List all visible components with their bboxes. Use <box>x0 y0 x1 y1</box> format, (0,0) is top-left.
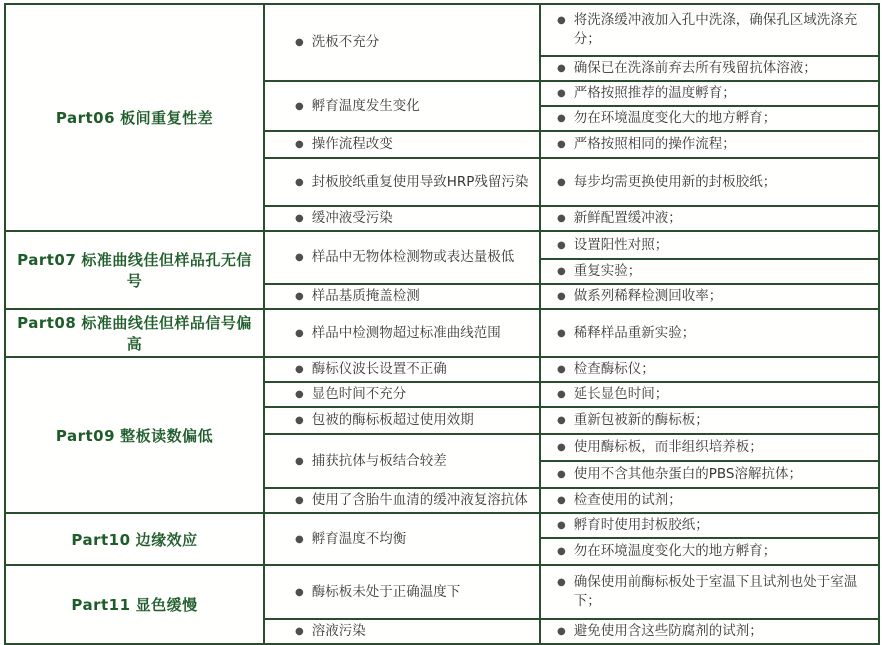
part-title: 边缘效应 <box>135 530 198 549</box>
cause-cell <box>264 284 540 309</box>
list-item <box>269 287 535 306</box>
part-title-cell <box>5 513 264 565</box>
cell-text: 设置阳性对照； <box>573 236 669 253</box>
bullet-icon: ● <box>295 252 304 263</box>
list-item <box>545 236 874 255</box>
list-item <box>545 84 874 103</box>
list-item <box>545 622 874 641</box>
bullet-icon: ● <box>295 495 304 506</box>
elisa-troubleshooting-table <box>4 3 880 645</box>
table-row <box>5 309 879 357</box>
part-title: 整板读数偏低 <box>120 426 214 445</box>
cell-text: 孵育时使用封板胶纸； <box>573 517 709 533</box>
solution-cell <box>540 565 879 619</box>
list-item <box>269 324 535 343</box>
cell-text: 严格按照推荐的温度孵育； <box>573 85 736 101</box>
cell-text: 重复实验； <box>573 263 642 279</box>
bullet-icon: ● <box>557 327 566 339</box>
cell-text: 洗板不充分 <box>311 34 380 50</box>
list-item <box>545 411 874 430</box>
bullet-icon: ● <box>557 176 566 188</box>
bullet-icon: ● <box>295 455 304 467</box>
list-item <box>269 173 535 192</box>
list-item <box>269 360 535 379</box>
cell-text: 延长显色时间； <box>573 386 669 402</box>
bullet-icon: ● <box>295 626 304 637</box>
bullet-icon: ● <box>295 291 304 302</box>
solution-cell <box>540 309 879 357</box>
part-title: 显色缓慢 <box>135 596 198 614</box>
list-item <box>269 452 535 471</box>
bullet-icon: ● <box>557 113 566 124</box>
table-row <box>5 513 879 538</box>
list-item <box>545 573 874 611</box>
bullet-icon: ● <box>557 63 566 74</box>
part-title: 板间重复性差 <box>120 109 214 127</box>
cell-text: 捕获抗体与板结合较差 <box>311 452 447 469</box>
solution-cell <box>540 158 879 206</box>
solution-cell <box>540 259 879 284</box>
cell-text: 样品中无物体检测物或表达量极低 <box>311 249 515 265</box>
list-item <box>269 385 535 404</box>
solution-cell <box>540 382 879 407</box>
list-item <box>545 465 874 484</box>
bullet-icon: ● <box>557 469 566 480</box>
cell-text: 做系列稀释检测回收率； <box>573 288 723 304</box>
solution-cell <box>540 81 879 106</box>
cell-text: 新鲜配置缓冲液； <box>573 210 682 226</box>
solution-cell <box>540 434 879 461</box>
cell-text: 检查酶标仪； <box>573 361 655 377</box>
cause-cell <box>264 565 540 619</box>
list-item <box>545 360 874 379</box>
cell-text: 操作流程改变 <box>311 136 393 152</box>
cell-text: 孵育温度不均衡 <box>311 530 407 547</box>
bullet-icon: ● <box>557 626 566 637</box>
bullet-icon: ● <box>557 239 566 251</box>
solution-cell <box>540 619 879 644</box>
cell-text: 使用酶标板，而非组织培养板； <box>573 439 763 455</box>
list-item <box>269 411 535 430</box>
part-number: Part06 <box>55 109 116 127</box>
cause-cell <box>264 357 540 382</box>
cell-text: 确保已在洗涤前弃去所有残留抗体溶液； <box>573 60 817 76</box>
solution-cell <box>540 131 879 158</box>
cause-cell <box>264 309 540 357</box>
cell-text: 封板胶纸重复使用导致HRP残留污染 <box>311 173 529 190</box>
list-item <box>269 33 535 52</box>
bullet-icon: ● <box>295 364 304 375</box>
list-item <box>269 209 535 228</box>
cell-text: 检查使用的试剂； <box>573 492 682 508</box>
list-item <box>545 542 874 561</box>
bullet-icon: ● <box>557 577 566 588</box>
troubleshooting-table-body <box>5 4 879 644</box>
list-item <box>269 491 535 510</box>
cell-text: 酶标板未处于正确温度下 <box>311 583 461 600</box>
bullet-icon: ● <box>295 176 304 188</box>
cell-text: 孵育温度发生变化 <box>311 97 420 114</box>
bullet-icon: ● <box>295 389 304 400</box>
solution-cell <box>540 407 879 434</box>
cell-text: 缓冲液受污染 <box>311 210 393 226</box>
cell-text: 使用不含其他杂蛋白的PBS溶解抗体； <box>573 466 802 482</box>
bullet-icon: ● <box>557 389 566 400</box>
list-item <box>545 209 874 228</box>
cause-cell <box>264 206 540 231</box>
table-row <box>5 231 879 259</box>
cause-cell <box>264 513 540 565</box>
cause-cell <box>264 434 540 488</box>
part-number: Part09 <box>55 426 116 445</box>
cell-text: 将洗涤缓冲液加入孔中洗涤，确保孔区域洗涤充分； <box>573 12 858 47</box>
list-item <box>545 324 874 343</box>
list-item <box>545 385 874 404</box>
bullet-icon: ● <box>557 364 566 375</box>
cause-cell <box>264 4 540 81</box>
part-title: 标准曲线佳但样品信号偏高 <box>81 314 252 353</box>
cause-cell <box>264 488 540 513</box>
list-item <box>545 262 874 281</box>
table-row <box>5 357 879 382</box>
part-title-cell <box>5 357 264 513</box>
solution-cell <box>540 461 879 488</box>
cell-text: 溶液污染 <box>311 623 366 639</box>
list-item <box>545 59 874 78</box>
bullet-icon: ● <box>295 139 304 150</box>
part-title-cell <box>5 309 264 357</box>
part-number: Part07 <box>17 251 77 269</box>
solution-cell <box>540 231 879 259</box>
cell-text: 样品基质掩盖检测 <box>311 288 420 304</box>
solution-cell <box>540 4 879 56</box>
list-item <box>545 135 874 154</box>
solution-cell <box>540 284 879 309</box>
cell-text: 确保使用前酶标板处于室温下且试剂也处于室温下； <box>573 574 858 609</box>
solution-cell <box>540 357 879 382</box>
cell-text: 包被的酶标板超过使用效期 <box>311 412 474 428</box>
cause-cell <box>264 158 540 206</box>
solution-cell <box>540 56 879 81</box>
list-item <box>545 11 874 49</box>
cell-text: 稀释样品重新实验； <box>573 324 696 341</box>
list-item <box>269 135 535 154</box>
bullet-icon: ● <box>557 88 566 99</box>
cell-text: 每步均需更换使用新的封板胶纸； <box>573 173 777 190</box>
bullet-icon: ● <box>295 37 304 48</box>
list-item <box>269 530 535 549</box>
cause-cell <box>264 619 540 644</box>
part-number: Part10 <box>71 530 131 549</box>
cell-text: 严格按照相同的操作流程； <box>573 136 736 152</box>
bullet-icon: ● <box>295 327 304 339</box>
solution-cell <box>540 513 879 538</box>
list-item <box>269 622 535 641</box>
list-item <box>545 109 874 128</box>
bullet-icon: ● <box>557 442 566 453</box>
bullet-icon: ● <box>557 291 566 302</box>
cause-cell <box>264 407 540 434</box>
bullet-icon: ● <box>557 139 566 150</box>
part-title: 标准曲线佳但样品孔无信号 <box>81 251 252 290</box>
cell-text: 显色时间不充分 <box>311 386 407 402</box>
solution-cell <box>540 206 879 231</box>
list-item <box>545 173 874 192</box>
list-item <box>545 287 874 306</box>
bullet-icon: ● <box>557 15 566 26</box>
solution-cell <box>540 538 879 565</box>
bullet-icon: ● <box>557 266 566 277</box>
cause-cell <box>264 382 540 407</box>
bullet-icon: ● <box>557 495 566 506</box>
list-item <box>545 438 874 457</box>
cell-text: 勿在环境温度变化大的地方孵育； <box>573 543 777 559</box>
bullet-icon: ● <box>557 520 566 531</box>
table-row <box>5 565 879 619</box>
bullet-icon: ● <box>295 533 304 545</box>
cell-text: 勿在环境温度变化大的地方孵育； <box>573 110 777 126</box>
cell-text: 使用了含胎牛血清的缓冲液复溶抗体 <box>311 492 528 508</box>
part-title-cell <box>5 231 264 309</box>
bullet-icon: ● <box>557 415 566 426</box>
part-title-cell <box>5 565 264 644</box>
cause-cell <box>264 131 540 158</box>
bullet-icon: ● <box>557 546 566 557</box>
part-number: Part11 <box>71 596 131 614</box>
cause-cell <box>264 81 540 131</box>
cell-text: 重新包被新的酶标板； <box>573 412 709 428</box>
list-item <box>269 583 535 602</box>
list-item <box>545 491 874 510</box>
list-item <box>269 248 535 267</box>
bullet-icon: ● <box>557 213 566 224</box>
cell-text: 酶标仪波长设置不正确 <box>311 361 447 377</box>
part-title-cell <box>5 4 264 231</box>
bullet-icon: ● <box>295 213 304 224</box>
bullet-icon: ● <box>295 415 304 426</box>
cause-cell <box>264 231 540 284</box>
cell-text: 样品中检测物超过标准曲线范围 <box>311 324 501 341</box>
cell-text: 避免使用含这些防腐剂的试剂； <box>573 623 763 639</box>
table-row <box>5 4 879 56</box>
list-item <box>269 97 535 116</box>
solution-cell <box>540 106 879 131</box>
solution-cell <box>540 488 879 513</box>
part-number: Part08 <box>17 314 77 332</box>
bullet-icon: ● <box>295 100 304 112</box>
bullet-icon: ● <box>295 586 304 598</box>
list-item <box>545 516 874 535</box>
